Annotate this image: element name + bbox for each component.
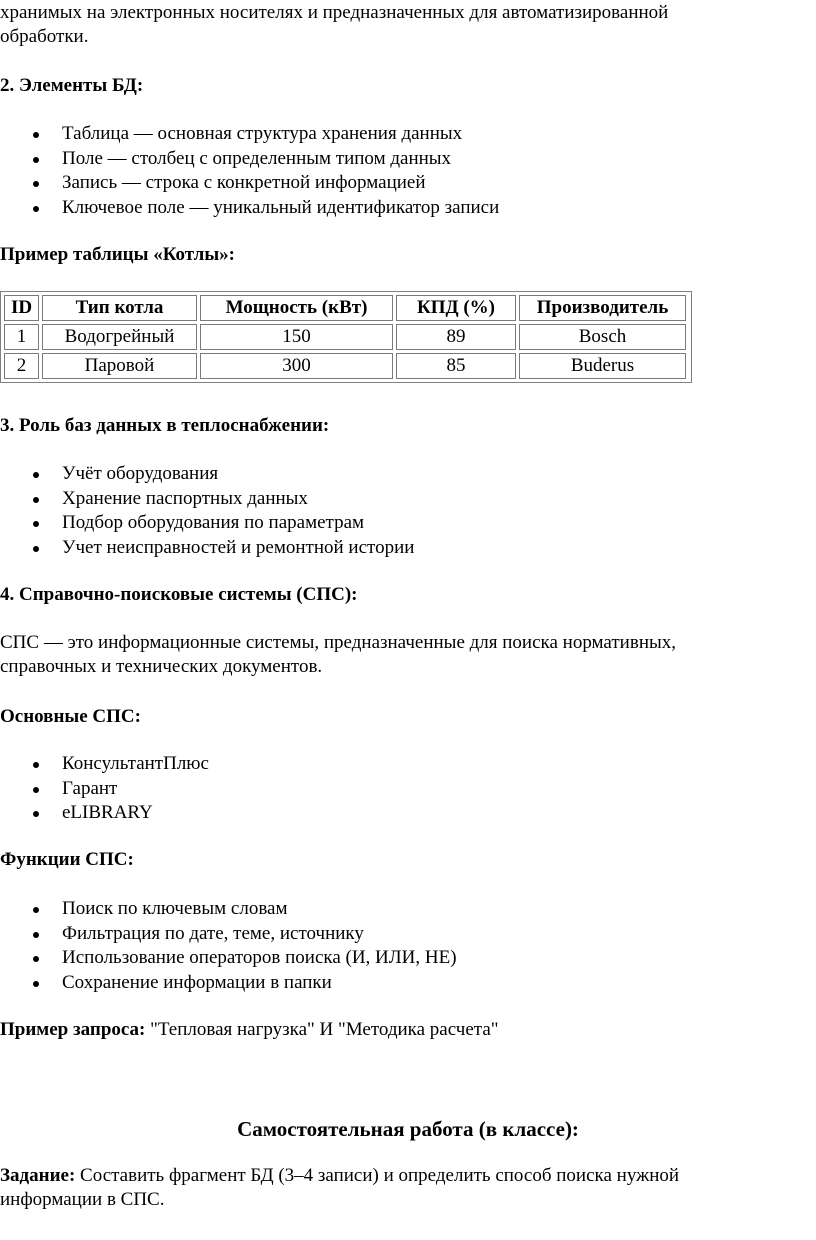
section-4-line-1: СПС — это информационные системы, предназначенные для поиска нормативных,	[0, 632, 677, 653]
kotly-table-frame	[0, 291, 692, 383]
list-item: Гарант	[0, 777, 209, 802]
section-3-list	[0, 462, 414, 560]
table-cell: Водогрейный	[42, 324, 197, 350]
table-cell: 150	[200, 324, 393, 350]
task-line-2: информации в СПС.	[0, 1189, 165, 1210]
intro-line-2: обработки.	[0, 26, 89, 47]
section-4-paragraph	[0, 631, 790, 679]
task-label: Задание:	[0, 1165, 76, 1186]
list-item: Поле — столбец с определенным типом данных	[0, 147, 499, 172]
list-item: Учёт оборудования	[0, 462, 414, 487]
table-header-cell: ID	[4, 295, 39, 321]
section-4-heading: 4. Справочно-поисковые системы (СПС):	[0, 584, 358, 605]
table-header-cell: Тип котла	[42, 295, 197, 321]
section-3-heading: 3. Роль баз данных в теплоснабжении:	[0, 415, 330, 436]
table-header-row	[4, 295, 686, 321]
list-item: Таблица — основная структура хранения данных	[0, 122, 499, 147]
list-item: Использование операторов поиска (И, ИЛИ, НЕ)	[0, 946, 457, 971]
table-cell: 85	[396, 353, 516, 379]
task-line-1: Составить фрагмент БД (3–4 записи) и определить способ поиска нужной	[75, 1165, 680, 1186]
list-item: Фильтрация по дате, теме, источнику	[0, 922, 457, 947]
section-2-list	[0, 122, 499, 220]
intro-paragraph	[0, 1, 790, 49]
table-cell: 1	[4, 324, 39, 350]
list-item: Ключевое поле — уникальный идентификатор записи	[0, 196, 499, 221]
section-2-heading: 2. Элементы БД:	[0, 75, 144, 96]
table-title: Пример таблицы «Котлы»:	[0, 244, 235, 265]
list-item: Сохранение информации в папки	[0, 971, 457, 996]
kotly-table	[1, 292, 689, 382]
table-header-cell: Мощность (кВт)	[200, 295, 393, 321]
functions-list	[0, 897, 457, 995]
table-cell: Паровой	[42, 353, 197, 379]
section-4-line-2: справочных и технических документов.	[0, 656, 323, 677]
list-item: КонсультантПлюс	[0, 752, 209, 777]
table-row	[4, 353, 686, 379]
list-item: Запись — строка с конкретной информацией	[0, 171, 499, 196]
independent-work-title: Самостоятельная работа (в классе):	[237, 1117, 579, 1141]
query-text: "Тепловая нагрузка" И "Методика расчета"	[145, 1019, 499, 1040]
list-item: Хранение паспортных данных	[0, 487, 414, 512]
table-header-cell: КПД (%)	[396, 295, 516, 321]
intro-line-1: хранимых на электронных носителях и предназначенных для автоматизированной	[0, 2, 669, 23]
list-item: eLIBRARY	[0, 801, 209, 826]
table-cell: 2	[4, 353, 39, 379]
table-cell: Bosch	[519, 324, 686, 350]
main-sps-heading: Основные СПС:	[0, 706, 141, 727]
list-item: Поиск по ключевым словам	[0, 897, 457, 922]
list-item: Подбор оборудования по параметрам	[0, 511, 414, 536]
functions-heading: Функции СПС:	[0, 849, 134, 870]
main-sps-list	[0, 752, 209, 826]
table-cell: 300	[200, 353, 393, 379]
list-item: Учет неисправностей и ремонтной истории	[0, 536, 414, 561]
table-cell: 89	[396, 324, 516, 350]
query-label: Пример запроса:	[0, 1019, 146, 1040]
task-paragraph	[0, 1164, 790, 1212]
table-header-cell: Производитель	[519, 295, 686, 321]
query-example	[0, 1018, 790, 1042]
table-cell: Buderus	[519, 353, 686, 379]
table-row	[4, 324, 686, 350]
